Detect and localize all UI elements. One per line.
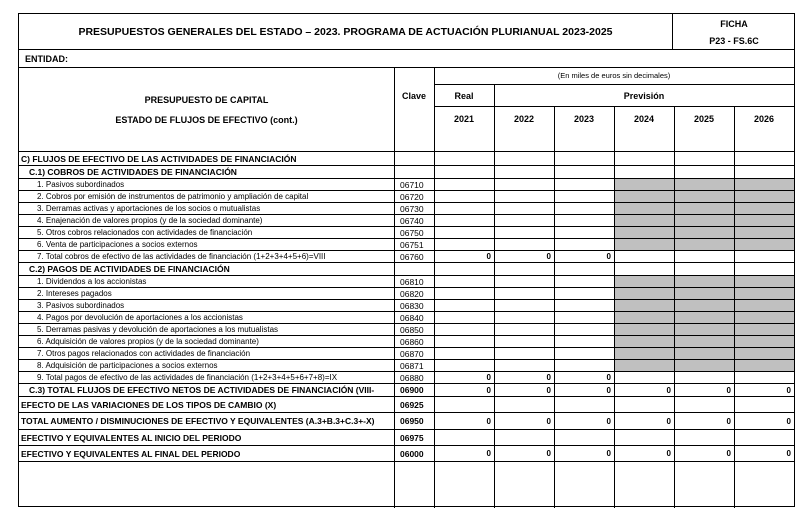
row-label: C.1) COBROS DE ACTIVIDADES DE FINANCIACIÓN bbox=[29, 167, 237, 177]
value-cell[interactable]: 0 bbox=[786, 417, 791, 426]
row-label: 7. Otros pagos relacionados con actividades de financiación bbox=[37, 349, 251, 358]
row-clave: 06840 bbox=[400, 313, 424, 323]
value-cell[interactable] bbox=[674, 152, 733, 166]
v-rule bbox=[554, 152, 555, 508]
v-rule bbox=[614, 106, 615, 152]
v-rule bbox=[394, 68, 395, 152]
v-rule bbox=[394, 152, 395, 508]
value-cell[interactable] bbox=[614, 430, 673, 446]
real-header: Real bbox=[454, 91, 474, 101]
year-header: 2025 bbox=[693, 114, 715, 124]
row-clave: 06751 bbox=[400, 240, 424, 250]
row-label: 6. Adquisición de valores propios (y de la sociedad dominante) bbox=[37, 337, 259, 346]
row-clave: 06975 bbox=[400, 433, 424, 443]
row-label: 1. Dividendos a los accionistas bbox=[37, 277, 147, 286]
h-rule bbox=[19, 461, 794, 462]
value-cell[interactable]: 0 bbox=[546, 449, 551, 458]
value-cell[interactable] bbox=[434, 430, 493, 446]
row-clave: 06760 bbox=[400, 252, 424, 262]
value-cell[interactable]: 0 bbox=[666, 386, 671, 395]
row-label: 3. Derramas activas y aportaciones de los socios o mutualistas bbox=[37, 204, 261, 213]
row-label: 7. Total cobros de efectivo de las actividades de financiación (1+2+3+4+5+6)=VIII bbox=[37, 252, 326, 261]
value-cell[interactable]: 0 bbox=[546, 386, 551, 395]
value-cell[interactable]: 0 bbox=[726, 417, 731, 426]
clave-header: Clave bbox=[401, 91, 427, 101]
row-clave: 06870 bbox=[400, 349, 424, 359]
year-header: 2024 bbox=[633, 114, 655, 124]
value-cell[interactable] bbox=[494, 152, 553, 166]
year-header: 2026 bbox=[753, 114, 775, 124]
row-label: EFECTO DE LAS VARIACIONES DE LOS TIPOS DE CAMBIO (X) bbox=[21, 400, 277, 410]
value-cell[interactable]: 0 bbox=[546, 417, 551, 426]
row-label: 1. Pasivos subordinados bbox=[37, 180, 125, 189]
value-cell[interactable] bbox=[734, 397, 793, 413]
row-label: 5. Derramas pasivas y devolución de aportaciones a los mutualistas bbox=[37, 325, 279, 334]
form-header bbox=[19, 14, 794, 50]
row-label: 4. Pagos por devolución de aportaciones a los accionistas bbox=[37, 313, 243, 322]
year-header: 2021 bbox=[453, 114, 475, 124]
value-cell[interactable]: 0 bbox=[486, 373, 491, 382]
year-header: 2022 bbox=[513, 114, 535, 124]
value-cell[interactable] bbox=[494, 397, 553, 413]
v-rule bbox=[494, 152, 495, 508]
row-clave: 06710 bbox=[400, 180, 424, 190]
value-cell[interactable] bbox=[734, 152, 793, 166]
v-rule bbox=[614, 152, 615, 508]
form-page bbox=[18, 13, 795, 507]
prevision-header: Previsión bbox=[623, 91, 665, 101]
value-cell[interactable] bbox=[434, 152, 493, 166]
row-clave: 06810 bbox=[400, 277, 424, 287]
row-clave: 06820 bbox=[400, 289, 424, 299]
left-title-1: PRESUPUESTO DE CAPITAL bbox=[144, 95, 269, 105]
value-cell[interactable]: 0 bbox=[606, 449, 611, 458]
row-label: EFECTIVO Y EQUIVALENTES AL INICIO DEL PERIODO bbox=[21, 433, 242, 443]
row-clave: 06850 bbox=[400, 325, 424, 335]
value-cell[interactable] bbox=[614, 152, 673, 166]
row-label: EFECTIVO Y EQUIVALENTES AL FINAL DEL PERIODO bbox=[21, 449, 241, 459]
row-label: 2. Cobros por emisión de instrumentos de patrimonio y ampliación de capital bbox=[37, 192, 309, 201]
row-label: 3. Pasivos subordinados bbox=[37, 301, 125, 310]
row-clave: 06950 bbox=[400, 416, 424, 426]
row-clave: 06871 bbox=[400, 361, 424, 371]
row-label: C.3) TOTAL FLUJOS DE EFECTIVO NETOS DE ACTIVIDADES DE FINANCIACIÓN (VIII- bbox=[29, 385, 375, 395]
row-label: C) FLUJOS DE EFECTIVO DE LAS ACTIVIDADES DE FINANCIACIÓN bbox=[21, 154, 297, 164]
row-label: 6. Venta de participaciones a socios externos bbox=[37, 240, 198, 249]
row-clave: 06925 bbox=[400, 400, 424, 410]
value-cell[interactable] bbox=[734, 430, 793, 446]
h-rule bbox=[434, 84, 794, 85]
row-clave: 06740 bbox=[400, 216, 424, 226]
v-rule bbox=[734, 152, 735, 508]
row-clave bbox=[400, 152, 434, 166]
row-clave: 06000 bbox=[400, 449, 424, 459]
row-label: 2. Intereses pagados bbox=[37, 289, 112, 298]
form-title: PRESUPUESTOS GENERALES DEL ESTADO – 2023. PROGRAMA DE ACTUACIÓN PLURIANUAL 2023-2025 bbox=[19, 14, 673, 49]
v-rule bbox=[734, 106, 735, 152]
value-cell[interactable] bbox=[554, 152, 613, 166]
v-rule bbox=[554, 106, 555, 152]
ficha-box bbox=[674, 14, 794, 49]
value-cell[interactable] bbox=[614, 397, 673, 413]
value-cell[interactable]: 0 bbox=[606, 386, 611, 395]
row-label: 5. Otros cobros relacionados con actividades de financiación bbox=[37, 228, 253, 237]
row-label: 4. Enajenación de valores propios (y de la sociedad dominante) bbox=[37, 216, 263, 225]
value-cell[interactable]: 0 bbox=[606, 417, 611, 426]
v-rule bbox=[674, 106, 675, 152]
value-cell[interactable]: 0 bbox=[606, 373, 611, 382]
row-clave: 06900 bbox=[400, 385, 424, 395]
ficha-code: P23 - FS.6C bbox=[709, 36, 759, 46]
value-cell[interactable]: 0 bbox=[486, 386, 491, 395]
value-cell[interactable]: 0 bbox=[486, 252, 491, 261]
value-cell[interactable] bbox=[554, 430, 613, 446]
v-rule bbox=[494, 84, 495, 152]
value-cell[interactable]: 0 bbox=[786, 449, 791, 458]
value-cell[interactable]: 0 bbox=[546, 373, 551, 382]
v-rule bbox=[674, 152, 675, 508]
value-cell[interactable] bbox=[494, 430, 553, 446]
value-cell[interactable]: 0 bbox=[726, 386, 731, 395]
value-cell[interactable] bbox=[554, 397, 613, 413]
value-cell[interactable]: 0 bbox=[666, 417, 671, 426]
row-label: TOTAL AUMENTO / DISMINUCIONES DE EFECTIVO Y EQUIVALENTES (A.3+B.3+C.3+-X) bbox=[21, 416, 375, 426]
value-cell[interactable]: 0 bbox=[486, 449, 491, 458]
value-cell[interactable]: 0 bbox=[606, 252, 611, 261]
value-cell[interactable]: 0 bbox=[726, 449, 731, 458]
value-cell[interactable]: 0 bbox=[546, 252, 551, 261]
flujos-table bbox=[19, 68, 794, 508]
ficha-label: FICHA bbox=[720, 19, 748, 29]
units-note: (En miles de euros sin decimales) bbox=[557, 71, 671, 80]
row-clave: 06750 bbox=[400, 228, 424, 238]
v-rule bbox=[434, 68, 435, 152]
value-cell[interactable] bbox=[434, 397, 493, 413]
value-cell[interactable]: 0 bbox=[486, 417, 491, 426]
value-cell[interactable]: 0 bbox=[666, 449, 671, 458]
left-title-2: ESTADO DE FLUJOS DE EFECTIVO (cont.) bbox=[115, 115, 298, 125]
year-header: 2023 bbox=[573, 114, 595, 124]
row-clave: 06860 bbox=[400, 337, 424, 347]
row-label: 8. Adquisición de participaciones a socios externos bbox=[37, 361, 218, 370]
row-clave: 06880 bbox=[400, 373, 424, 383]
value-cell[interactable]: 0 bbox=[786, 386, 791, 395]
value-cell[interactable] bbox=[674, 397, 733, 413]
row-label: C.2) PAGOS DE ACTIVIDADES DE FINANCIACIÓN bbox=[29, 264, 230, 274]
v-rule bbox=[434, 152, 435, 508]
entidad-label: ENTIDAD: bbox=[19, 50, 794, 68]
row-clave: 06730 bbox=[400, 204, 424, 214]
value-cell[interactable] bbox=[674, 430, 733, 446]
row-label: 9. Total pagos de efectivo de las actividades de financiación (1+2+3+4+5+6+7+8)=IX bbox=[37, 373, 338, 382]
row-clave: 06720 bbox=[400, 192, 424, 202]
row-clave: 06830 bbox=[400, 301, 424, 311]
